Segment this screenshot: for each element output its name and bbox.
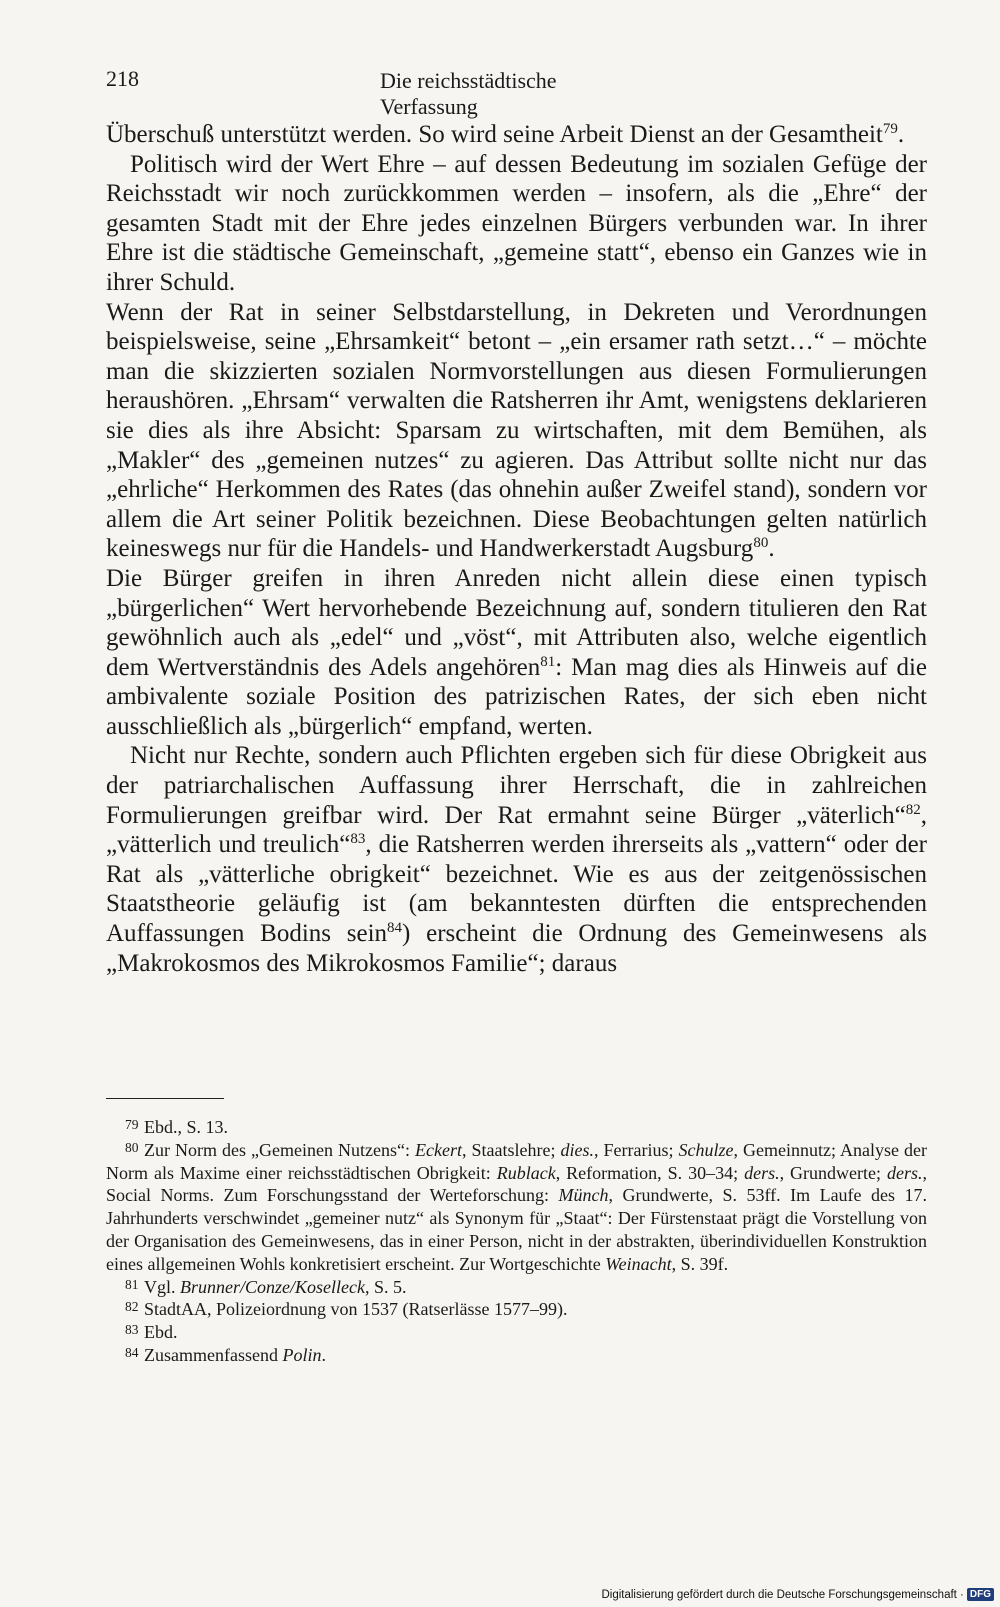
footnote-divider [106, 1098, 224, 1099]
footnote-ref-79: 79 [882, 121, 898, 137]
footnote-ref-83: 83 [350, 831, 366, 848]
footnotes [106, 1116, 927, 1367]
footnote-ref-84: 84 [387, 920, 403, 937]
page-number: 218 [106, 66, 139, 91]
dfg-logo: DFG [967, 1588, 994, 1601]
paragraph-1: Überschuß unterstützt werden. So wird seine Arbeit Dienst an der Gesamtheit$^{79}$. [106, 121, 905, 148]
footnote-82: 82 StadtAA, Polizeiordnung von 1537 (Ratserlässe 1577–99). [125, 1299, 568, 1320]
digitization-credit [601, 1588, 994, 1601]
footnote-81: 81 Vgl. Brunner/Conze/Koselleck, S. 5. [125, 1276, 407, 1297]
credit-text: Digitalisierung gefördert durch die Deutsche Forschungsgemeinschaft · [601, 1588, 964, 1601]
main-text [106, 120, 927, 978]
footnote-80: 80 Zur Norm des „Gemeinen Nutzens“: Eckert, Staatslehre; dies., Ferrarius; Schulze, Gemeinnutz; Analyse der Norm als Maxime einer reichsstädtischen Obrigkeit: Rublack, Reformation, S. 30–34; ders., Grundwerte; ders., Social Norms. Zum Forschungsstand der Werteforschung: Münch, Grundwerte, S. 53ff. Im Laufe des 17. Jahrhunderts verschwindet „gemeiner nutz“ als Synonym für „Staat“: Der Fürstenstaat prägt die Vorstellung von der Organisation des Gemeinwesens, das in einer Person, nicht in der abstrakten, überindividuellen Konstruktion eines allgemeinen Wohls konkretisiert erscheint. Zur Wortgeschichte Weinacht, S. 39f. [106, 1139, 927, 1274]
footnote-83: 83 Ebd. [125, 1322, 178, 1343]
footnote-ref-82: 82 [905, 801, 921, 818]
footnote-84: 84 Zusammenfassend Polin. [125, 1344, 326, 1365]
paragraph-4: Die Bürger greifen in ihren Anreden nicht allein diese einen typisch „bürgerlichen“ Wert hervorhebende Bezeichnung auf, sondern titulieren den Rat gewöhnlich auch als „edel“ und „vöst“, mit Attributen also, welche eigentlich dem Wertverständnis des Adels angehören$^{81}$: Man mag dies als Hinweis auf die ambivalente soziale Position des patrizischen Rates, der sich eben nicht ausschließlich als „bürgerlich“ empfand, werten. [106, 564, 927, 740]
page-header [106, 62, 654, 119]
running-head: Die reichsstädtische Verfassung [380, 68, 557, 119]
footnote-ref-81: 81 [540, 653, 556, 670]
paragraph-3: Wenn der Rat in seiner Selbstdarstellung, in Dekreten und Verordnungen beispielsweise, seine „Ehrsamkeit“ betont – „ein ersamer rath setzt…“ – möchte man die skizzierten sozialen Normvorstellungen aus diesen Formulierungen heraushören. „Ehrsam“ verwalten die Ratsherren ihr Amt, wenigstens deklarieren sie dies als ihre Absicht: Sparsam zu wirtschaften, mit dem Bemühen, als „Makler“ des „gemeinen nutzes“ zu agieren. Das Attribut sollte nicht nur das „ehrliche“ Herkommen des Rates (das ohnehin außer Zweifel stand), sondern vor allem die Art seiner Politik bezeichnen. Diese Beobachtungen gelten natürlich keineswegs nur für die Handels- und Handwerkerstadt Augsburg$^{80}$. [106, 298, 927, 563]
footnote-79: 79 Ebd., S. 13. [125, 1116, 229, 1137]
paragraph-2: Politisch wird der Wert Ehre – auf dessen Bedeutung im sozialen Gefüge der Reichsstadt wir noch zurückkommen werden – insofern, als die „Ehre“ der gesamten Stadt mit der Ehre jedes einzelnen Bürgers verbunden war. In ihrer Ehre ist die städtische Gemeinschaft, „gemeine statt“, ebenso ein Ganzes wie in ihrer Schuld. [106, 150, 927, 296]
footnote-ref-80: 80 [753, 535, 769, 552]
paragraph-5: Nicht nur Rechte, sondern auch Pflichten ergeben sich für diese Obrigkeit aus der patriarchalischen Auffassung ihrer Herrschaft, die in zahlreichen Formulierungen greifbar wird. Der Rat ermahnt seine Bürger „väterlich“$^{82}$, „vätterlich und treulich“$^{83}$, die Ratsherren werden ihrerseits als „vattern“ oder der Rat als „vätterliche obrigkeit“ bezeichnet. Wie es aus der zeitgenössischen Staatstheorie geläufig ist (am bekanntesten dürften die entsprechenden Auffassungen Bodins sein$^{84}$) erscheint die Ordnung des Gemeinwesens als „Makrokosmos des Mikrokosmos Familie“; daraus [106, 742, 928, 977]
